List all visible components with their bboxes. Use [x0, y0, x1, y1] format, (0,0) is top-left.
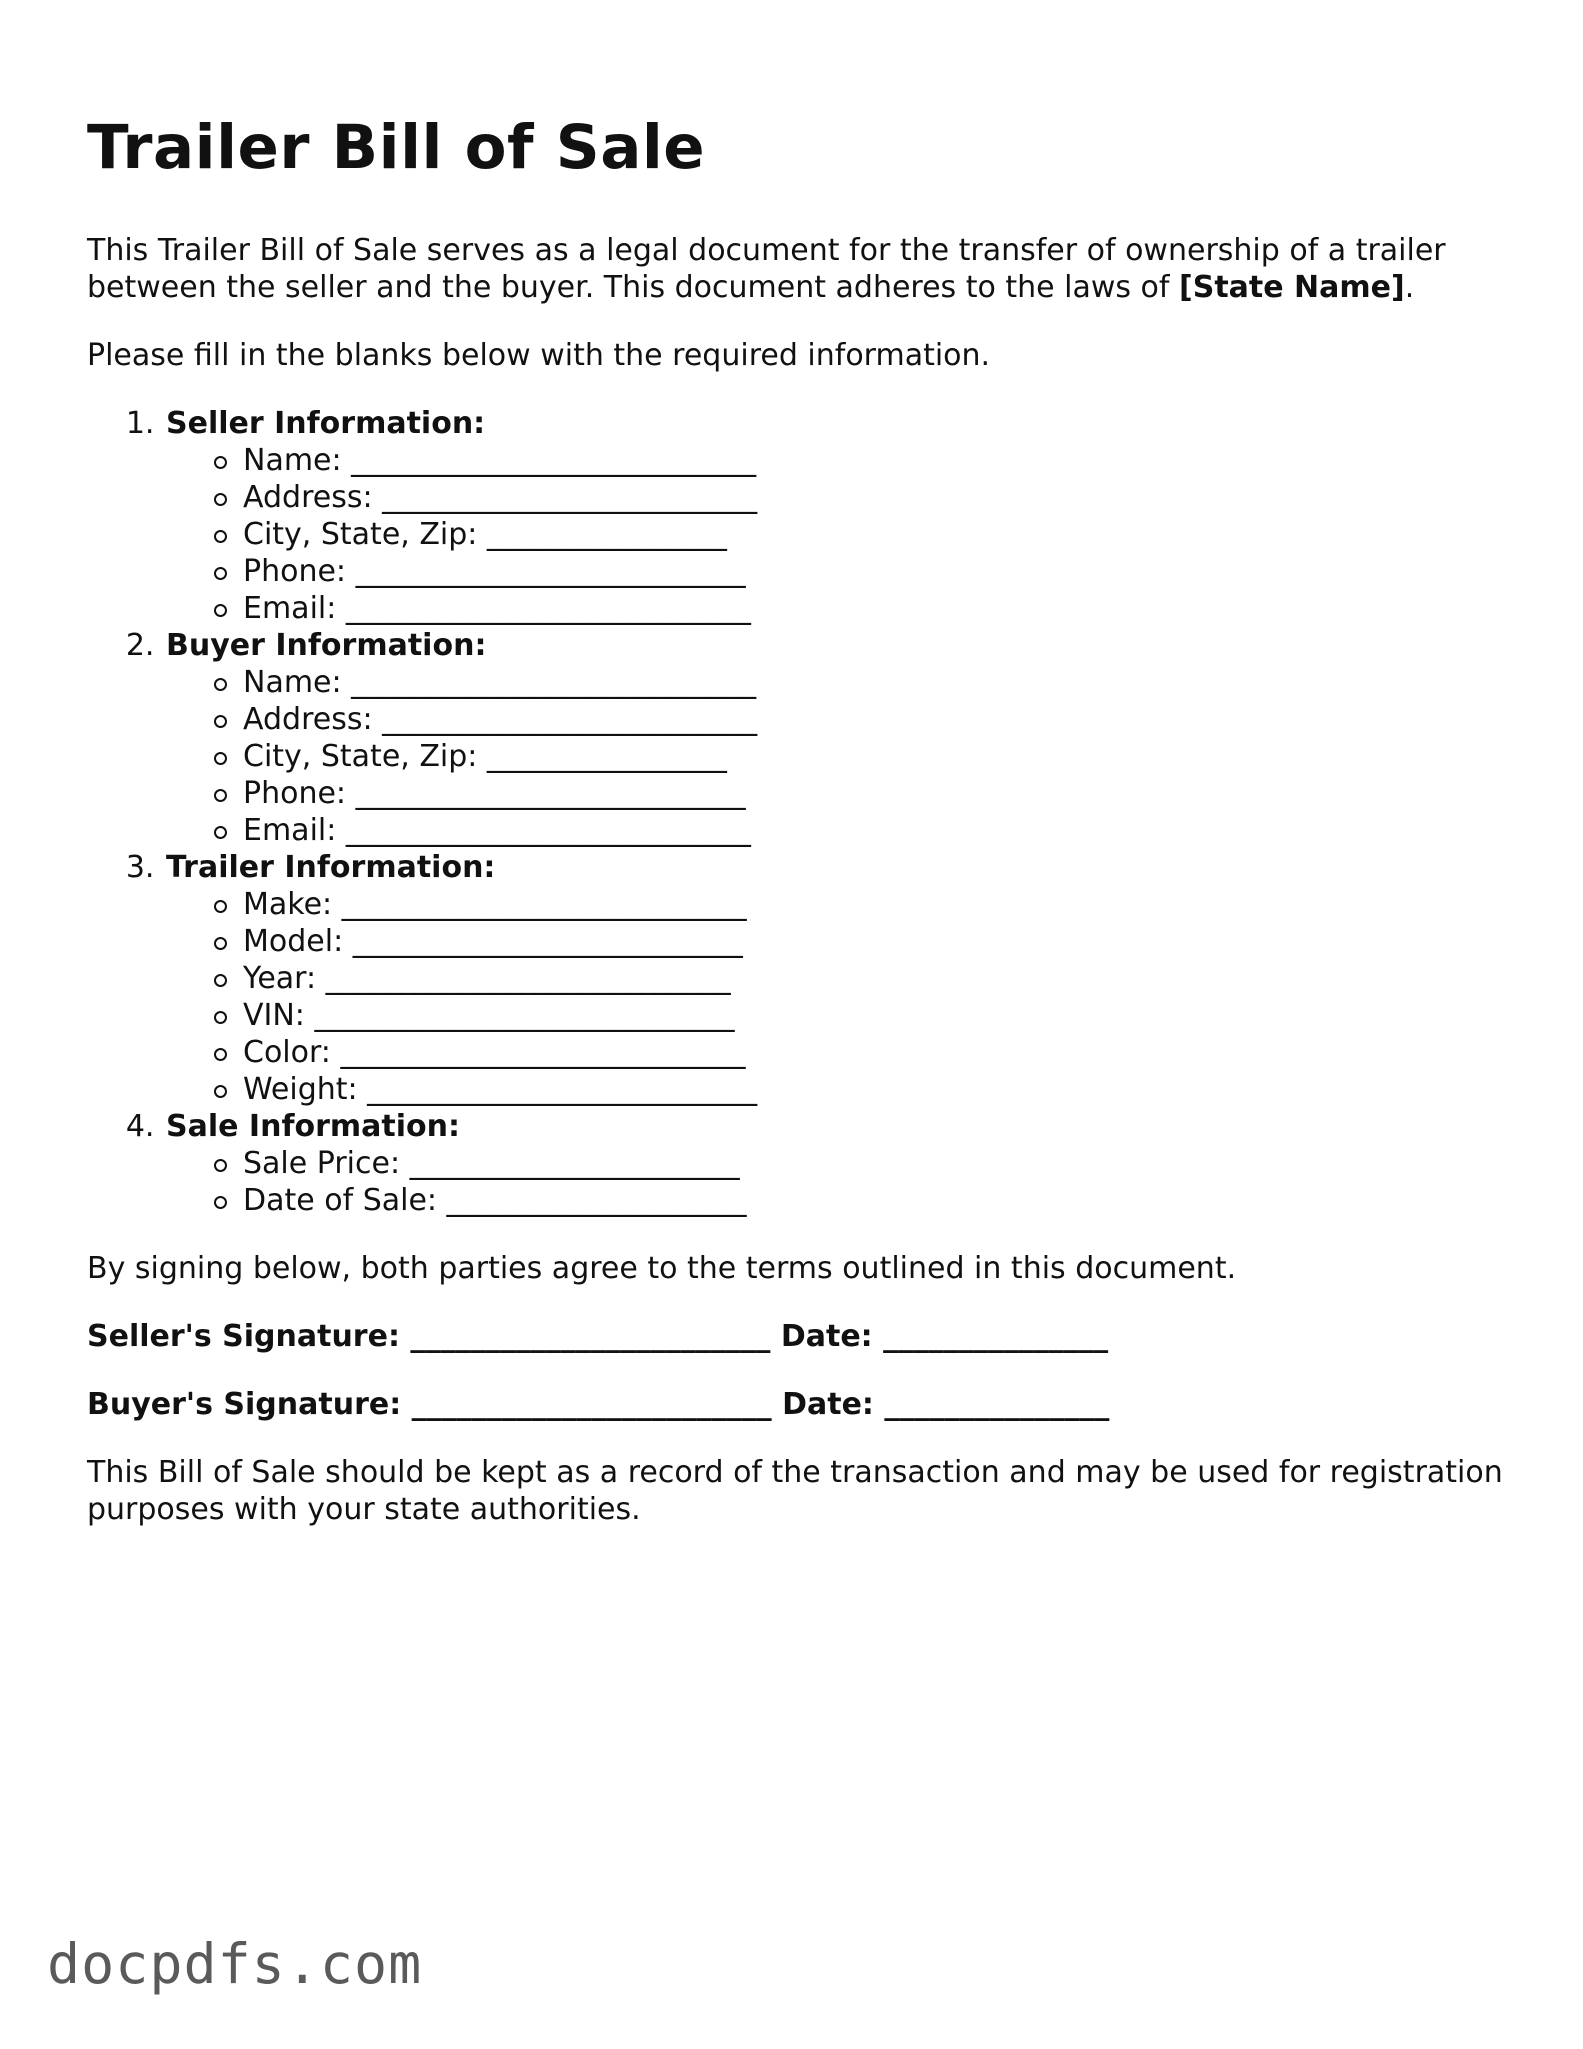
field-trailer-vin: VIN: ____________________________: [243, 997, 1507, 1034]
field-seller-email: Email: ___________________________: [243, 590, 1507, 627]
document-title: Trailer Bill of Sale: [87, 112, 706, 183]
closing-text: This Bill of Sale should be kept as a record of the transaction and may be used for registration purposes with your state authorities.: [87, 1455, 1503, 1527]
field-seller-name: Name: ___________________________: [243, 442, 1507, 479]
field-trailer-weight: Weight: __________________________: [243, 1071, 1507, 1108]
information-sections: [87, 405, 1507, 1219]
section-sale-information: [164, 1108, 1507, 1219]
field-seller-phone: Phone: __________________________: [243, 553, 1507, 590]
intro-end: .: [1404, 270, 1415, 305]
field-buyer-phone: Phone: __________________________: [243, 775, 1507, 812]
section-title: Sale Information:: [166, 1109, 460, 1144]
seller-signature-line: Seller's Signature: ________________________ Date: _______________: [87, 1319, 1109, 1354]
field-buyer-email: Email: ___________________________: [243, 812, 1507, 849]
field-list: [166, 1145, 1507, 1219]
state-name-placeholder: [State Name]: [1179, 270, 1405, 305]
agreement-text: By signing below, both parties agree to the terms outlined in this document.: [87, 1251, 1237, 1286]
section-buyer-information: [164, 627, 1507, 849]
document-page: [87, 108, 1507, 1528]
field-trailer-model: Model: __________________________: [243, 923, 1507, 960]
watermark: docpdfs.com: [47, 1932, 423, 1996]
field-buyer-name: Name: ___________________________: [243, 664, 1507, 701]
fill-instruction: Please fill in the blanks below with the required information.: [87, 338, 991, 373]
section-seller-information: [164, 405, 1507, 627]
field-seller-address: Address: _________________________: [243, 479, 1507, 516]
field-list: [166, 886, 1507, 1108]
field-buyer-city-state-zip: City, State, Zip: ________________: [243, 738, 1507, 775]
field-list: [166, 442, 1507, 627]
section-title: Buyer Information:: [166, 628, 487, 663]
field-date-of-sale: Date of Sale: ____________________: [243, 1182, 1507, 1219]
section-title: Trailer Information:: [166, 850, 496, 885]
field-trailer-color: Color: ___________________________: [243, 1034, 1507, 1071]
field-sale-price: Sale Price: ______________________: [243, 1145, 1507, 1182]
section-title: Seller Information:: [166, 406, 486, 441]
section-trailer-information: [164, 849, 1507, 1108]
field-buyer-address: Address: _________________________: [243, 701, 1507, 738]
field-trailer-make: Make: ___________________________: [243, 886, 1507, 923]
buyer-signature-line: Buyer's Signature: ________________________ Date: _______________: [87, 1387, 1110, 1422]
field-seller-city-state-zip: City, State, Zip: ________________: [243, 516, 1507, 553]
intro-text: This Trailer Bill of Sale serves as a legal document for the transfer of ownership of a trailer between the seller and the buyer. This document adheres to the laws of: [87, 233, 1446, 305]
field-trailer-year: Year: ___________________________: [243, 960, 1507, 997]
field-list: [166, 664, 1507, 849]
intro-paragraph: [87, 232, 1507, 306]
